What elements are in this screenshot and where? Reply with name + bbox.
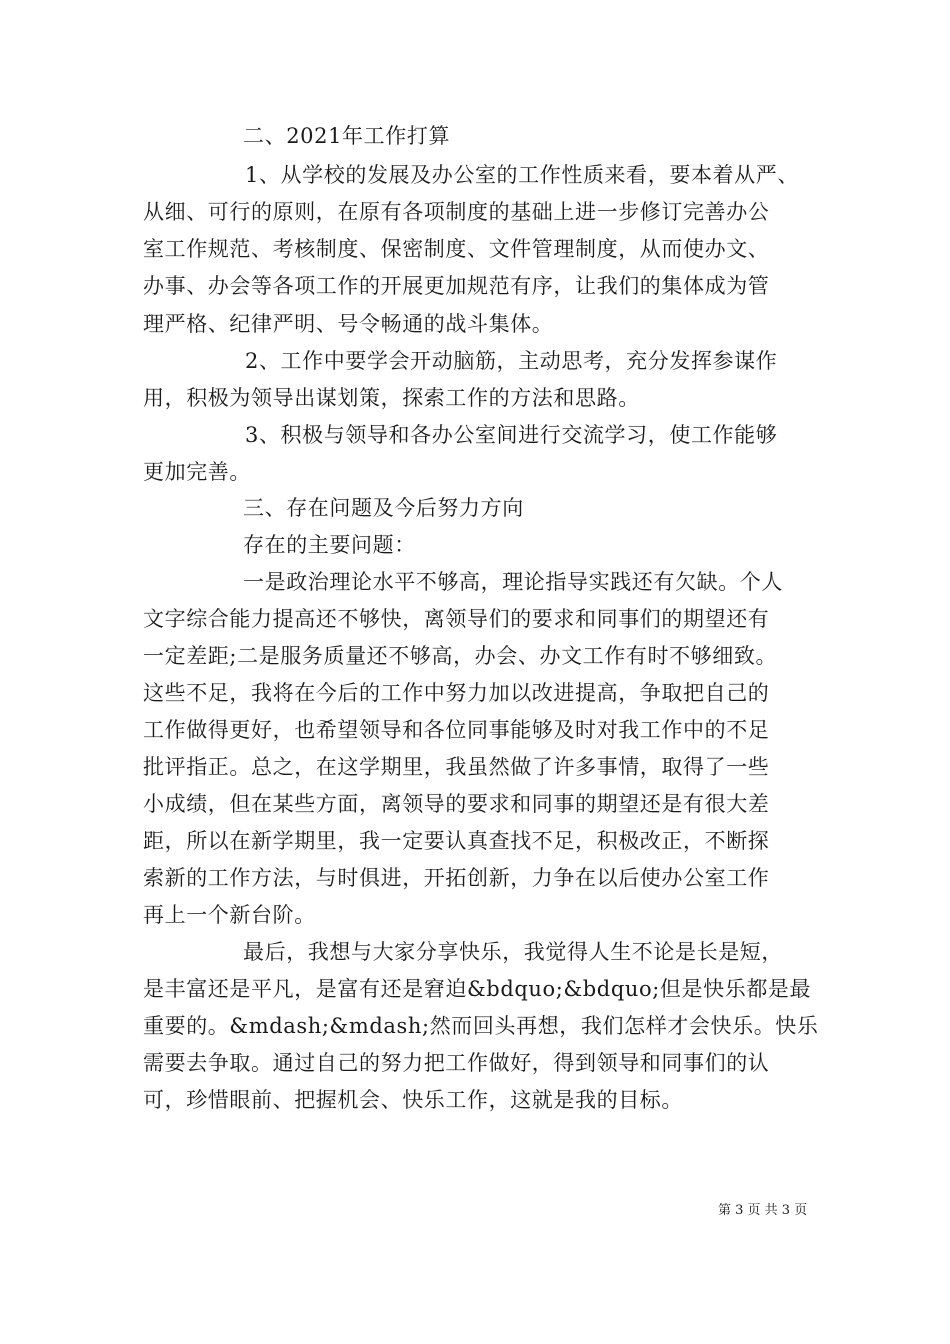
- section-heading-problems: 三、存在问题及今后努力方向: [243, 496, 524, 520]
- paragraph-line: 办事、办会等各项工作的开展更加规范有序，让我们的集体成为管: [143, 274, 770, 298]
- paragraph-line: 需要去争取。通过自己的努力把工作做好，得到领导和同事们的认: [143, 1051, 770, 1075]
- paragraph-line: 文字综合能力提高还不够快，离领导们的要求和同事们的期望还有: [143, 607, 770, 631]
- paragraph-line: 室工作规范、考核制度、保密制度、文件管理制度，从而使办文、: [143, 237, 770, 261]
- paragraph-line: 2、工作中要学会开动脑筋，主动思考，充分发挥参谋作: [245, 349, 778, 373]
- paragraph-line: 是丰富还是平凡，是富有还是窘迫&bdquo;&bdquo;但是快乐都是最: [143, 977, 812, 1001]
- paragraph-line: 用，积极为领导出谋划策，探索工作的方法和思路。: [143, 386, 640, 410]
- paragraph-line: 1、从学校的发展及办公室的工作性质来看，要本着从严、: [245, 163, 799, 187]
- paragraph-line: 这些不足，我将在今后的工作中努力加以改进提高，争取把自己的: [143, 681, 770, 705]
- paragraph-line: 距，所以在新学期里，我一定要认真查找不足，积极改正，不断探: [143, 829, 770, 853]
- paragraph-line: 一是政治理论水平不够高，理论指导实践还有欠缺。个人: [243, 570, 783, 594]
- paragraph-line: 3、积极与领导和各办公室间进行交流学习，使工作能够: [245, 423, 778, 447]
- paragraph-line: 小成绩，但在某些方面，离领导的要求和同事的期望还是有很大差: [143, 792, 770, 816]
- subheading-main-problems: 存在的主要问题：: [243, 533, 416, 557]
- paragraph-line: 批评指正。总之，在这学期里，我虽然做了许多事情，取得了一些: [143, 755, 770, 779]
- paragraph-line: 最后，我想与大家分享快乐，我觉得人生不论是长是短，: [243, 940, 783, 964]
- paragraph-line: 重要的。&mdash;&mdash;然而回头再想，我们怎样才会快乐。快乐: [143, 1014, 819, 1038]
- section-heading-2021-plan: 二、2021年工作打算: [243, 124, 451, 148]
- paragraph-line: 理严格、纪律严明、号令畅通的战斗集体。: [143, 312, 554, 336]
- paragraph-line: 索新的工作方法，与时俱进，开拓创新，力争在以后使办公室工作: [143, 866, 770, 890]
- paragraph-line: 再上一个新台阶。: [143, 903, 316, 927]
- paragraph-line: 更加完善。: [143, 460, 251, 484]
- page-number-footer: 第 3 页 共 3 页: [718, 1203, 808, 1218]
- paragraph-line: 从细、可行的原则，在原有各项制度的基础上进一步修订完善办公: [143, 200, 770, 224]
- paragraph-line: 工作做得更好，也希望领导和各位同事能够及时对我工作中的不足: [143, 718, 770, 742]
- paragraph-line: 可，珍惜眼前、把握机会、快乐工作，这就是我的目标。: [143, 1088, 683, 1112]
- paragraph-line: 一定差距;二是服务质量还不够高，办会、办文工作有时不够细致。: [143, 644, 778, 668]
